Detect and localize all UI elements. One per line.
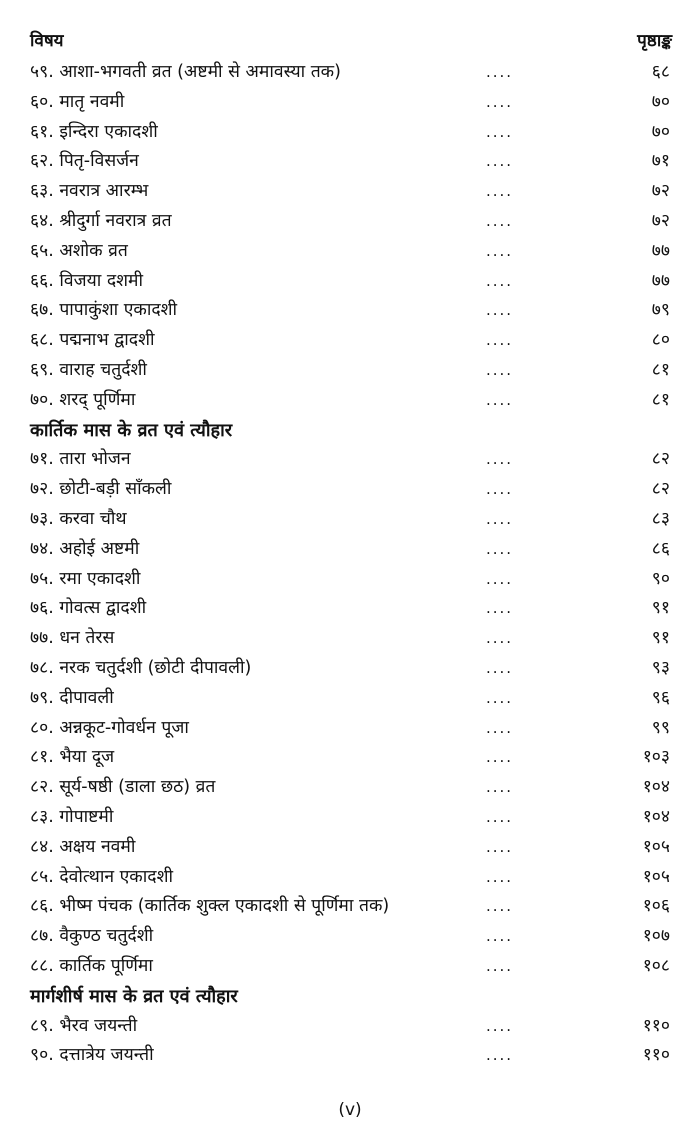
entry-page-number: ११०: [642, 1045, 670, 1066]
toc-entry: [0, 177, 700, 207]
entry-page-number: ७०: [651, 91, 670, 112]
toc-entry: [0, 475, 700, 505]
entry-page-number: १०४: [642, 777, 670, 798]
entry-leader-dots: ....: [486, 63, 514, 81]
toc-entry: [0, 952, 700, 982]
toc-entry: [0, 147, 700, 177]
entry-page-number: १०४: [642, 806, 670, 827]
entry-page-number: ९९: [651, 717, 670, 738]
entry-title: ८७. वैकुण्ठ चतुर्दशी: [30, 926, 154, 947]
entry-leader-dots: ....: [486, 867, 514, 886]
entry-title: ८०. अन्नकूट-गोवर्धन पूजा: [30, 717, 189, 738]
toc-entry: [0, 803, 700, 833]
toc-entry: [0, 565, 700, 595]
entry-leader-dots: ....: [486, 301, 514, 320]
entry-page-number: ८६: [651, 538, 670, 559]
toc-entry: [0, 326, 700, 356]
entry-title: ७८. नरक चतुर्दशी (छोटी दीपावली): [30, 657, 252, 678]
entry-title: ६८. पद्मनाभ द्वादशी: [30, 330, 155, 351]
entry-leader-dots: ....: [486, 331, 514, 350]
entry-page-number: ८१: [651, 359, 670, 380]
entry-page-number: १०८: [642, 955, 670, 976]
toc-list: [0, 58, 700, 1071]
entry-title: ७७. धन तेरस: [30, 628, 115, 649]
entry-leader-dots: ....: [486, 480, 514, 499]
entry-leader-dots: ....: [486, 599, 514, 618]
entry-page-number: ७२: [651, 210, 670, 231]
toc-entry: [0, 356, 700, 386]
toc-entry: [0, 88, 700, 118]
entry-leader-dots: ....: [486, 92, 514, 111]
entry-page-number: ७७: [651, 270, 670, 291]
entry-leader-dots: ....: [486, 748, 514, 767]
entry-title: ७६. गोवत्स द्वादशी: [30, 598, 147, 619]
toc-entry: [0, 445, 700, 475]
entry-leader-dots: ....: [486, 509, 514, 528]
entry-title: ७२. छोटी-बड़ी साँकली: [30, 479, 172, 500]
entry-leader-dots: ....: [486, 718, 514, 737]
entry-title: ७९. दीपावली: [30, 687, 114, 708]
toc-entry: [0, 58, 700, 88]
entry-leader-dots: ....: [486, 688, 514, 707]
entry-page-number: ७१: [651, 151, 670, 172]
entry-leader-dots: ....: [486, 122, 514, 141]
entry-title: ६२. पितृ-विसर्जन: [30, 151, 139, 172]
entry-title: ७०. शरद् पूर्णिमा: [30, 389, 136, 410]
toc-entry: [0, 892, 700, 922]
entry-leader-dots: ....: [486, 837, 514, 856]
entry-leader-dots: ....: [486, 271, 514, 290]
entry-leader-dots: ....: [486, 539, 514, 558]
entry-title: ७३. करवा चौथ: [30, 508, 127, 529]
entry-page-number: ८३: [651, 508, 670, 529]
entry-title: ७५. रमा एकादशी: [30, 568, 141, 589]
toc-entry: [0, 535, 700, 565]
entry-leader-dots: ....: [486, 360, 514, 379]
toc-entry: [0, 863, 700, 893]
entry-page-number: ७७: [651, 240, 670, 261]
entry-leader-dots: ....: [486, 569, 514, 588]
entry-leader-dots: ....: [486, 629, 514, 648]
entry-page-number: ७२: [651, 181, 670, 202]
entry-title: ५९. आशा-भगवती व्रत (अष्टमी से अमावस्या तक): [30, 62, 341, 82]
entry-leader-dots: ....: [486, 897, 514, 916]
entry-leader-dots: ....: [486, 1046, 514, 1065]
entry-title: ८६. भीष्म पंचक (कार्तिक शुक्ल एकादशी से पूर्णिमा तक): [30, 896, 390, 917]
entry-leader-dots: ....: [486, 807, 514, 826]
entry-title: ७४. अहोई अष्टमी: [30, 538, 140, 559]
entry-leader-dots: ....: [486, 241, 514, 260]
entry-page-number: १०३: [642, 747, 670, 768]
entry-title: ८३. गोपाष्टमी: [30, 806, 114, 827]
entry-leader-dots: ....: [486, 1016, 514, 1035]
page-number-heading: पृष्ठाङ्क: [637, 31, 672, 51]
entry-leader-dots: ....: [486, 152, 514, 171]
toc-entry: [0, 922, 700, 952]
toc-entry: [0, 684, 700, 714]
entry-leader-dots: ....: [486, 211, 514, 230]
section-title: मार्गशीर्ष मास के व्रत एवं त्यौहार: [30, 985, 238, 1007]
entry-title: ८१. भैया दूज: [30, 747, 115, 768]
entry-title: ६०. मातृ नवमी: [30, 91, 125, 112]
subject-heading: विषय: [30, 31, 64, 51]
entry-leader-dots: ....: [486, 450, 514, 469]
toc-entry: [0, 386, 700, 416]
entry-page-number: ९१: [651, 598, 670, 619]
entry-page-number: ९३: [651, 657, 670, 678]
toc-entry: [0, 1041, 700, 1071]
entry-page-number: ८२: [651, 449, 670, 470]
entry-title: ६६. विजया दशमी: [30, 270, 144, 291]
page-footer-number: (v): [338, 1100, 362, 1120]
entry-title: ६७. पापाकुंशा एकादशी: [30, 300, 178, 321]
entry-page-number: १०५: [642, 836, 670, 857]
toc-section-heading: [0, 982, 700, 1012]
toc-entry: [0, 207, 700, 237]
entry-title: ९०. दत्तात्रेय जयन्ती: [30, 1045, 154, 1066]
entry-leader-dots: ....: [486, 182, 514, 201]
entry-title: ८८. कार्तिक पूर्णिमा: [30, 955, 153, 976]
entry-leader-dots: ....: [486, 658, 514, 677]
entry-page-number: ८०: [651, 330, 670, 351]
toc-entry: [0, 505, 700, 535]
entry-page-number: ७०: [651, 121, 670, 142]
toc-entry: [0, 743, 700, 773]
toc-header: [0, 22, 700, 52]
toc-section-heading: [0, 416, 700, 446]
entry-page-number: १०६: [642, 896, 670, 917]
entry-title: ७१. तारा भोजन: [30, 449, 131, 470]
toc-entry: [0, 118, 700, 148]
toc-entry: [0, 624, 700, 654]
entry-title: ८९. भैरव जयन्ती: [30, 1015, 138, 1036]
entry-title: ६४. श्रीदुर्गा नवरात्र व्रत: [30, 210, 172, 231]
entry-leader-dots: ....: [486, 778, 514, 797]
entry-title: ६३. नवरात्र आरम्भ: [30, 181, 149, 202]
entry-title: ८५. देवोत्थान एकादशी: [30, 866, 174, 887]
entry-leader-dots: ....: [486, 390, 514, 409]
entry-title: ६९. वाराह चतुर्दशी: [30, 359, 147, 380]
entry-page-number: ९६: [651, 687, 670, 708]
section-title: कार्तिक मास के व्रत एवं त्यौहार: [30, 419, 233, 441]
entry-leader-dots: ....: [486, 956, 514, 975]
toc-entry: [0, 833, 700, 863]
entry-page-number: ७९: [651, 300, 670, 321]
entry-page-number: १०५: [642, 866, 670, 887]
toc-entry: [0, 237, 700, 267]
entry-page-number: ११०: [642, 1015, 670, 1036]
entry-leader-dots: ....: [486, 927, 514, 946]
toc-entry: [0, 594, 700, 624]
entry-page-number: ८१: [651, 389, 670, 410]
entry-title: ६१. इन्दिरा एकादशी: [30, 121, 158, 142]
entry-page-number: १०७: [642, 926, 670, 947]
entry-title: ८४. अक्षय नवमी: [30, 836, 136, 857]
entry-page-number: ६८: [651, 62, 670, 82]
entry-title: ६५. अशोक व्रत: [30, 240, 128, 261]
toc-entry: [0, 654, 700, 684]
entry-title: ८२. सूर्य-षष्ठी (डाला छठ) व्रत: [30, 777, 216, 798]
entry-page-number: ९०: [651, 568, 670, 589]
entry-page-number: ८२: [651, 479, 670, 500]
toc-entry: [0, 296, 700, 326]
toc-entry: [0, 267, 700, 297]
toc-entry: [0, 1012, 700, 1042]
toc-entry: [0, 714, 700, 744]
toc-entry: [0, 773, 700, 803]
entry-page-number: ९१: [651, 628, 670, 649]
